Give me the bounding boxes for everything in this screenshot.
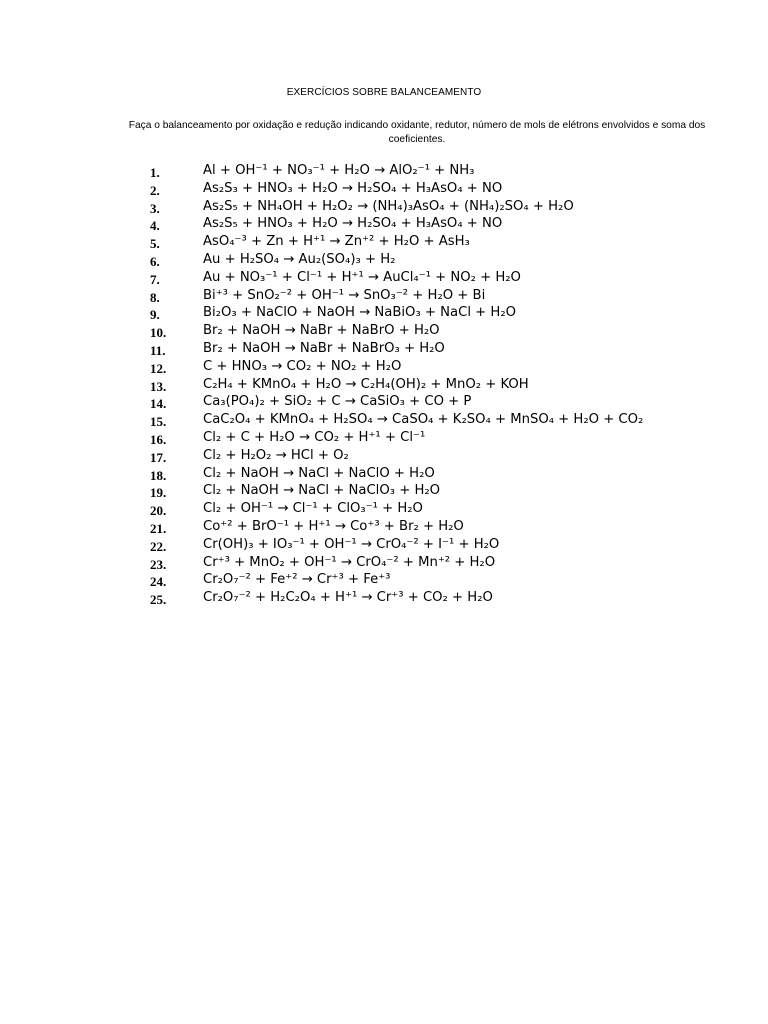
exercise-number: 3. bbox=[150, 200, 160, 216]
exercise-number: 2. bbox=[150, 182, 160, 198]
exercise-number: 21. bbox=[150, 520, 167, 536]
exercise-number: 24. bbox=[150, 574, 167, 590]
exercise-item bbox=[0, 448, 768, 466]
exercise-item bbox=[0, 412, 768, 430]
exercise-number: 9. bbox=[150, 307, 160, 323]
exercise-number: 13. bbox=[150, 378, 167, 394]
exercise-equation: Cr₂O₇⁻² + H₂C₂O₄ + H⁺¹ → Cr⁺³ + CO₂ + H₂O bbox=[203, 590, 493, 606]
exercise-equation: Al + OH⁻¹ + NO₃⁻¹ + H₂O → AlO₂⁻¹ + NH₃ bbox=[203, 163, 475, 178]
exercise-equation: Br₂ + NaOH → NaBr + NaBrO + H₂O bbox=[203, 323, 440, 339]
exercise-equation: As₂S₃ + HNO₃ + H₂O → H₂SO₄ + H₃AsO₄ + NO bbox=[203, 180, 503, 196]
exercise-number: 25. bbox=[150, 592, 167, 608]
exercise-item bbox=[0, 234, 768, 252]
exercise-number: 17. bbox=[150, 449, 167, 465]
exercise-number: 1. bbox=[150, 165, 160, 180]
exercise-number: 23. bbox=[150, 556, 167, 572]
exercise-equation: Bi₂O₃ + NaClO + NaOH → NaBiO₃ + NaCl + H₂O bbox=[203, 305, 516, 321]
exercise-item bbox=[0, 555, 768, 573]
exercise-equation: AsO₄⁻³ + Zn + H⁺¹ → Zn⁺² + H₂O + AsH₃ bbox=[203, 234, 470, 250]
exercise-item bbox=[0, 341, 768, 359]
exercise-item bbox=[0, 359, 768, 377]
exercise-item bbox=[0, 572, 768, 590]
exercise-item bbox=[0, 305, 768, 323]
exercise-equation: Cl₂ + H₂O₂ → HCl + O₂ bbox=[203, 447, 349, 463]
exercise-equation: Br₂ + NaOH → NaBr + NaBrO₃ + H₂O bbox=[203, 340, 445, 356]
exercise-item bbox=[0, 590, 768, 608]
exercise-number: 18. bbox=[150, 467, 167, 483]
exercise-number: 22. bbox=[150, 538, 167, 554]
exercise-equation: C + HNO₃ → CO₂ + NO₂ + H₂O bbox=[203, 358, 402, 374]
exercise-item bbox=[0, 252, 768, 270]
exercise-item bbox=[0, 163, 768, 181]
exercise-number: 20. bbox=[150, 503, 167, 519]
exercise-item bbox=[0, 270, 768, 288]
exercise-equation: Cl₂ + NaOH → NaCl + NaClO₃ + H₂O bbox=[203, 483, 441, 499]
exercise-equation: Cr₂O₇⁻² + Fe⁺² → Cr⁺³ + Fe⁺³ bbox=[203, 572, 391, 588]
exercise-equation: Au + H₂SO₄ → Au₂(SO₄)₃ + H₂ bbox=[203, 251, 396, 267]
exercise-equation: Co⁺² + BrO⁻¹ + H⁺¹ → Co⁺³ + Br₂ + H₂O bbox=[203, 518, 464, 534]
exercise-item bbox=[0, 430, 768, 448]
exercise-number: 10. bbox=[150, 325, 167, 341]
exercise-number: 4. bbox=[150, 218, 160, 234]
exercise-equation: As₂S₅ + HNO₃ + H₂O → H₂SO₄ + H₃AsO₄ + NO bbox=[203, 216, 503, 232]
exercise-item bbox=[0, 323, 768, 341]
exercise-number: 6. bbox=[150, 253, 160, 269]
exercise-equation: As₂S₅ + NH₄OH + H₂O₂ → (NH₄)₃AsO₄ + (NH₄)₂SO₄ + H₂O bbox=[203, 198, 574, 214]
exercise-item bbox=[0, 519, 768, 537]
exercise-item bbox=[0, 394, 768, 412]
exercise-number: 11. bbox=[150, 342, 166, 358]
exercise-equation: Cr⁺³ + MnO₂ + OH⁻¹ → CrO₄⁻² + Mn⁺² + H₂O bbox=[203, 554, 496, 570]
exercise-equation: CaC₂O₄ + KMnO₄ + H₂SO₄ → CaSO₄ + K₂SO₄ + MnSO₄ + H₂O + CO₂ bbox=[203, 412, 644, 428]
document-title: EXERCÍCIOS SOBRE BALANCEAMENTO bbox=[286, 87, 482, 98]
exercise-number: 19. bbox=[150, 485, 167, 501]
exercise-equation: C₂H₄ + KMnO₄ + H₂O → C₂H₄(OH)₂ + MnO₂ + KOH bbox=[203, 376, 529, 392]
exercise-item bbox=[0, 377, 768, 395]
exercise-item bbox=[0, 537, 768, 555]
exercise-number: 7. bbox=[150, 271, 160, 287]
exercise-item bbox=[0, 501, 768, 519]
exercise-list bbox=[0, 163, 768, 608]
exercise-number: 5. bbox=[150, 236, 160, 252]
exercise-item bbox=[0, 216, 768, 234]
exercise-equation: Cl₂ + C + H₂O → CO₂ + H⁺¹ + Cl⁻¹ bbox=[203, 429, 426, 445]
exercise-number: 12. bbox=[150, 360, 167, 376]
exercise-equation: Bi⁺³ + SnO₂⁻² + OH⁻¹ → SnO₃⁻² + H₂O + Bi bbox=[203, 287, 486, 303]
exercise-number: 15. bbox=[150, 414, 167, 430]
exercise-equation: Ca₃(PO₄)₂ + SiO₂ + C → CaSiO₃ + CO + P bbox=[203, 394, 472, 410]
exercise-equation: Cl₂ + NaOH → NaCl + NaClO + H₂O bbox=[203, 465, 435, 481]
exercise-number: 14. bbox=[150, 396, 167, 412]
exercise-equation: Cl₂ + OH⁻¹ → Cl⁻¹ + ClO₃⁻¹ + H₂O bbox=[203, 501, 423, 517]
exercise-equation: Cr(OH)₃ + IO₃⁻¹ + OH⁻¹ → CrO₄⁻² + I⁻¹ + H₂O bbox=[203, 536, 500, 552]
exercise-equation: Au + NO₃⁻¹ + Cl⁻¹ + H⁺¹ → AuCl₄⁻¹ + NO₂ + H₂O bbox=[203, 269, 521, 285]
exercise-item bbox=[0, 199, 768, 217]
exercise-number: 16. bbox=[150, 431, 167, 447]
exercise-item bbox=[0, 288, 768, 306]
exercise-number: 8. bbox=[150, 289, 160, 305]
exercise-item bbox=[0, 483, 768, 501]
instructions-text: Faça o balanceamento por oxidação e redução indicando oxidante, redutor, número de mols de elétrons envolvidos e soma dos coeficientes. bbox=[128, 120, 706, 145]
exercise-item bbox=[0, 181, 768, 199]
exercise-item bbox=[0, 466, 768, 484]
